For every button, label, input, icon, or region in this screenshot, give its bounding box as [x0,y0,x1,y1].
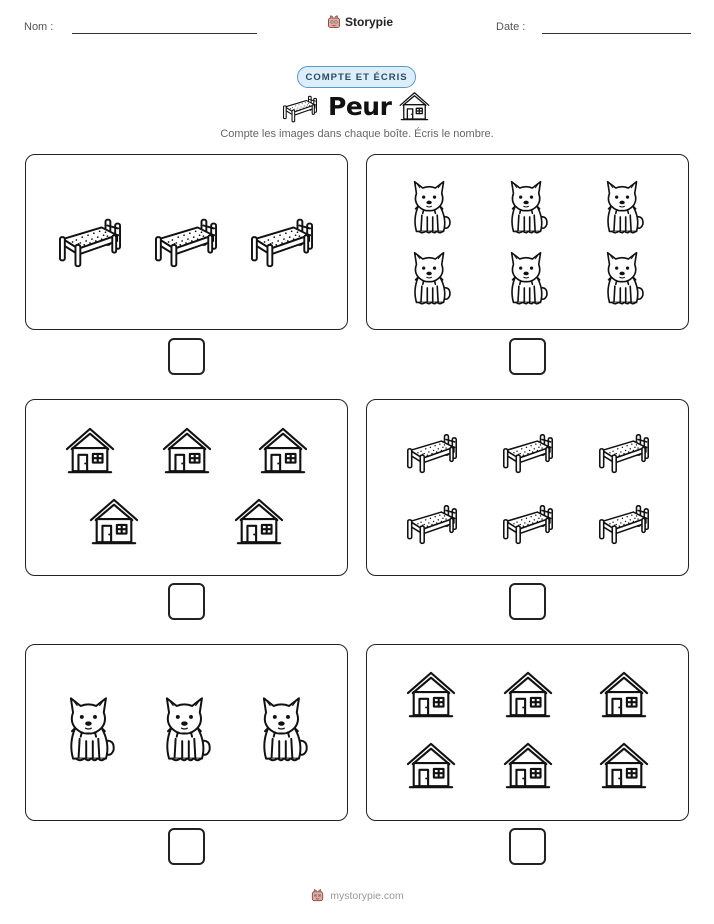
dog-icon [504,250,550,306]
brand-logo [326,14,393,30]
count-panel-1 [25,154,348,330]
dog-icon [255,695,310,763]
bed-icon [407,501,457,545]
dog-icon [407,179,453,235]
answer-box-4[interactable] [509,583,546,620]
footer [0,888,714,903]
answer-box-2[interactable] [509,338,546,375]
answer-box-3[interactable] [168,583,205,620]
name-label: Nom : [24,21,54,33]
bed-icon [407,430,457,474]
answer-box-5[interactable] [168,828,205,865]
count-panel-5 [25,644,348,821]
date-field[interactable] [542,33,691,34]
house-icon [89,497,139,547]
brand-name: Storypie [345,15,394,29]
count-panel-4 [366,399,689,576]
dog-icon [504,179,550,235]
dog-icon [600,179,646,235]
page-title: Peur [328,92,392,121]
dog-icon [62,695,117,763]
bed-icon [155,213,217,269]
bed-icon [251,213,313,269]
house-icon [258,426,308,476]
storypie-logo-icon [310,888,325,903]
count-panel-2 [366,154,689,330]
house-icon [599,670,649,720]
activity-badge: COMPTE ET ÉCRIS [297,66,416,88]
bed-icon [283,93,317,123]
bed-icon [59,213,121,269]
storypie-logo-icon [326,14,342,30]
date-label: Date : [496,21,526,33]
bed-icon [599,501,649,545]
bed-icon [599,430,649,474]
house-icon [234,497,284,547]
dog-icon [158,695,213,763]
answer-box-1[interactable] [168,338,205,375]
house-icon [599,741,649,791]
answer-box-6[interactable] [509,828,546,865]
instructions: Compte les images dans chaque boîte. Écris le nombre. [220,128,494,140]
dog-icon [600,250,646,306]
name-field[interactable] [72,33,257,34]
footer-url[interactable]: mystorypie.com [330,889,404,902]
count-panel-3 [25,399,348,576]
house-icon [503,670,553,720]
house-icon [406,670,456,720]
house-icon [406,741,456,791]
house-icon [503,741,553,791]
dog-icon [407,250,453,306]
house-icon [162,426,212,476]
count-panel-6 [366,644,689,821]
bed-icon [503,501,553,545]
house-icon [65,426,115,476]
house-icon [399,91,430,122]
bed-icon [503,430,553,474]
